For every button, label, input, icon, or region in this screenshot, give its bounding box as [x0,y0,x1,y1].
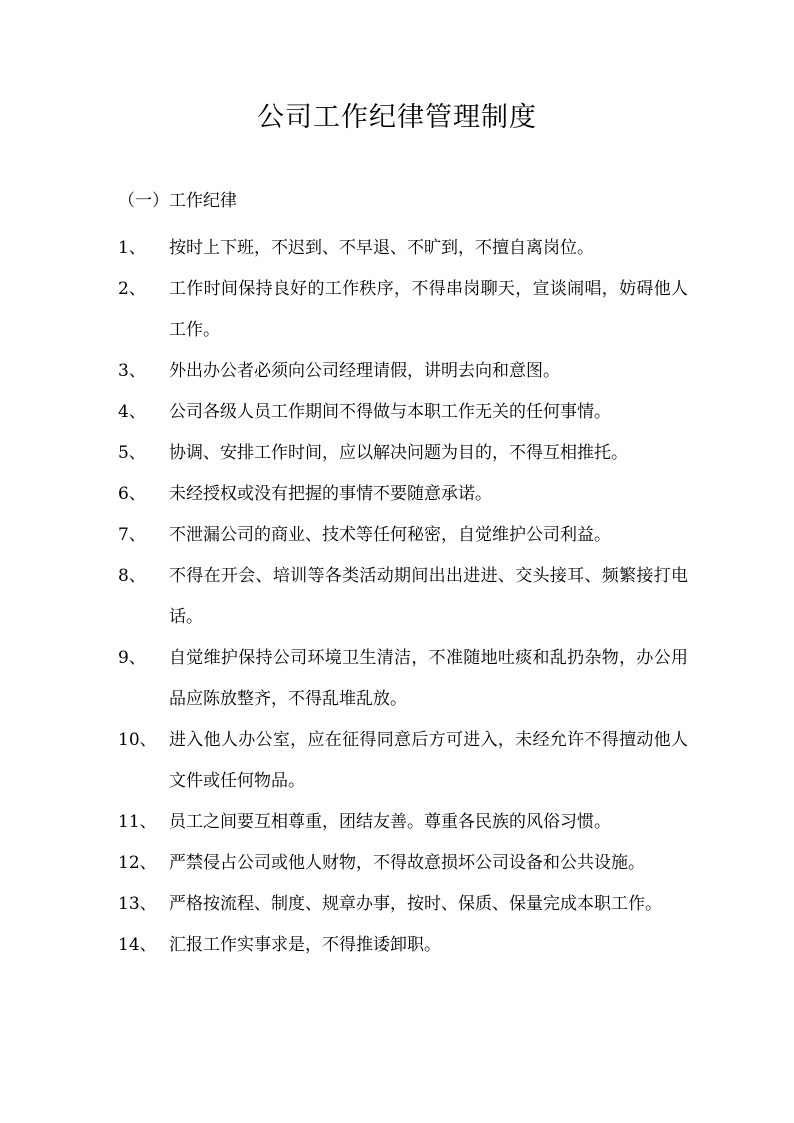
list-item [118,802,688,843]
list-item [118,392,688,433]
rule-list [118,228,688,966]
item-number: 7、 [118,525,146,545]
list-item [118,269,688,351]
item-number: 8、 [118,566,146,586]
item-number: 6、 [118,484,146,504]
list-item [118,638,688,720]
list-item [118,433,688,474]
list-item [118,884,688,925]
item-text: 严格按流程、制度、规章办事，按时、保质、保量完成本职工作。 [169,894,662,914]
item-text: 未经授权或没有把握的事情不要随意承诺。 [169,484,492,504]
item-text: 不泄漏公司的商业、技术等任何秘密，自觉维护公司利益。 [169,525,611,545]
item-text: 按时上下班，不迟到、不早退、不旷到，不擅自离岗位。 [169,238,594,258]
item-text: 协调、安排工作时间，应以解决问题为目的，不得互相推托。 [169,443,628,463]
list-item [118,556,688,638]
item-text: 汇报工作实事求是，不得推诿卸职。 [169,935,441,955]
item-text: 自觉维护保持公司环境卫生清洁，不准随地吐痰和乱扔杂物，办公用品应陈放整齐，不得乱堆乱放。 [169,648,688,709]
item-number: 12、 [118,853,157,873]
item-text: 员工之间要互相尊重，团结友善。尊重各民族的风俗习惯。 [169,812,611,832]
document-title: 公司工作纪律管理制度 [257,102,537,133]
item-text: 外出办公者必须向公司经理请假，讲明去向和意图。 [169,361,560,381]
item-number: 14、 [118,935,157,955]
item-number: 3、 [118,361,146,381]
list-item [118,474,688,515]
item-text: 进入他人办公室，应在征得同意后方可进入，未经允许不得擅动他人文件或任何物品。 [169,730,688,791]
list-item [118,925,688,966]
item-text: 不得在开会、培训等各类活动期间出出进进、交头接耳、频繁接打电话。 [169,566,688,627]
list-item [118,720,688,802]
item-number: 2、 [118,279,146,299]
item-text: 工作时间保持良好的工作秩序，不得串岗聊天，宣谈闹唱，妨碍他人工作。 [169,279,688,340]
list-item [118,843,688,884]
item-text: 严禁侵占公司或他人财物，不得故意损坏公司设备和公共设施。 [169,853,645,873]
item-number: 5、 [118,443,146,463]
section-heading: （一）工作纪律 [118,191,237,211]
item-number: 4、 [118,402,146,422]
item-number: 1、 [118,238,146,258]
list-item [118,228,688,269]
item-number: 10、 [118,730,157,750]
item-text: 公司各级人员工作期间不得做与本职工作无关的任何事情。 [169,402,611,422]
item-number: 9、 [118,648,146,668]
list-item [118,351,688,392]
item-number: 13、 [118,894,157,914]
list-item [118,515,688,556]
item-number: 11、 [118,812,157,832]
